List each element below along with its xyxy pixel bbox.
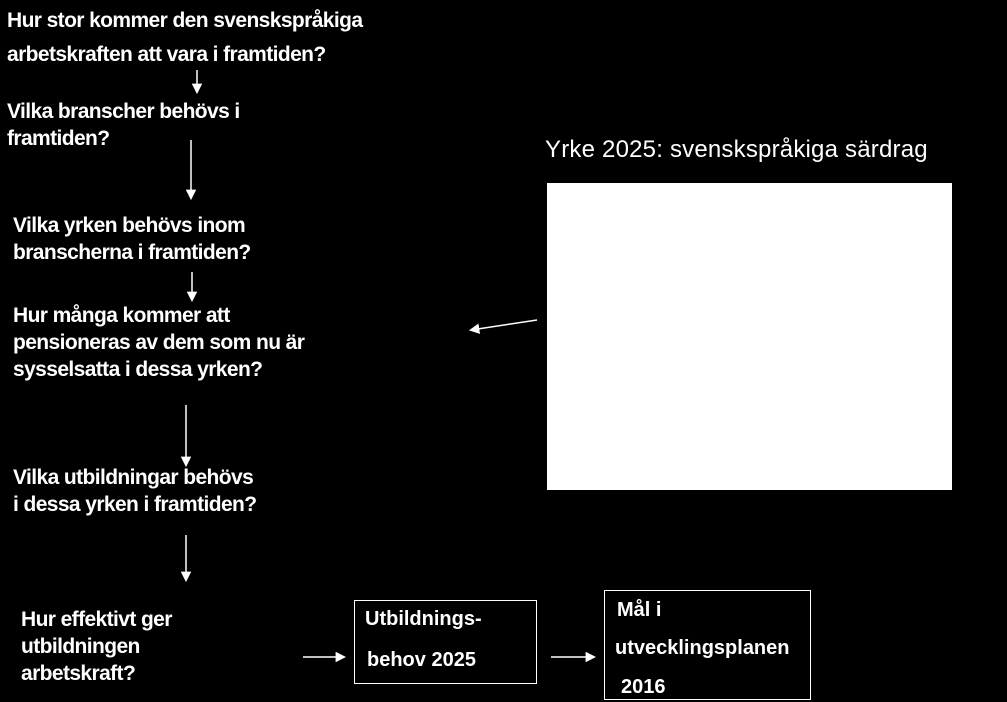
question-labor-force-size	[7, 4, 362, 72]
question-line: branscherna i framtiden?	[13, 241, 251, 264]
education-need-box	[354, 600, 537, 684]
box-line: Utbildnings-	[365, 608, 482, 630]
question-line: arbetskraften att vara i framtiden?	[7, 43, 326, 66]
question-line: Hur många kommer att	[13, 304, 230, 327]
question-line: sysselsatta i dessa yrken?	[13, 358, 263, 381]
question-line: Vilka yrken behövs inom	[13, 214, 246, 237]
arrow-panel-q4	[471, 320, 537, 330]
question-educations	[13, 464, 257, 518]
box-line: 2016	[621, 676, 666, 698]
question-line: arbetskraft?	[21, 662, 136, 685]
question-line: Hur stor kommer den svenskspråkiga	[7, 9, 363, 32]
question-line: framtiden?	[7, 127, 110, 150]
question-efficiency	[21, 606, 172, 687]
box-line: Mål i	[617, 599, 662, 621]
question-branches	[7, 98, 240, 152]
box-line: utvecklingsplanen	[615, 637, 790, 659]
box-line: behov 2025	[367, 649, 476, 671]
question-retirements	[13, 302, 304, 383]
question-line: utbildningen	[21, 635, 140, 658]
question-occupations	[13, 212, 251, 266]
question-line: Hur effektivt ger	[21, 608, 172, 631]
side-panel-image-area	[547, 183, 952, 490]
question-line: pensioneras av dem som nu är	[13, 331, 305, 354]
question-line: Vilka branscher behövs i	[7, 100, 240, 123]
question-line: Vilka utbildningar behövs	[13, 466, 254, 489]
side-panel-heading: Yrke 2025: svenskspråkiga särdrag	[545, 136, 928, 163]
development-plan-goal-box	[604, 590, 811, 700]
question-line: i dessa yrken i framtiden?	[13, 493, 257, 516]
